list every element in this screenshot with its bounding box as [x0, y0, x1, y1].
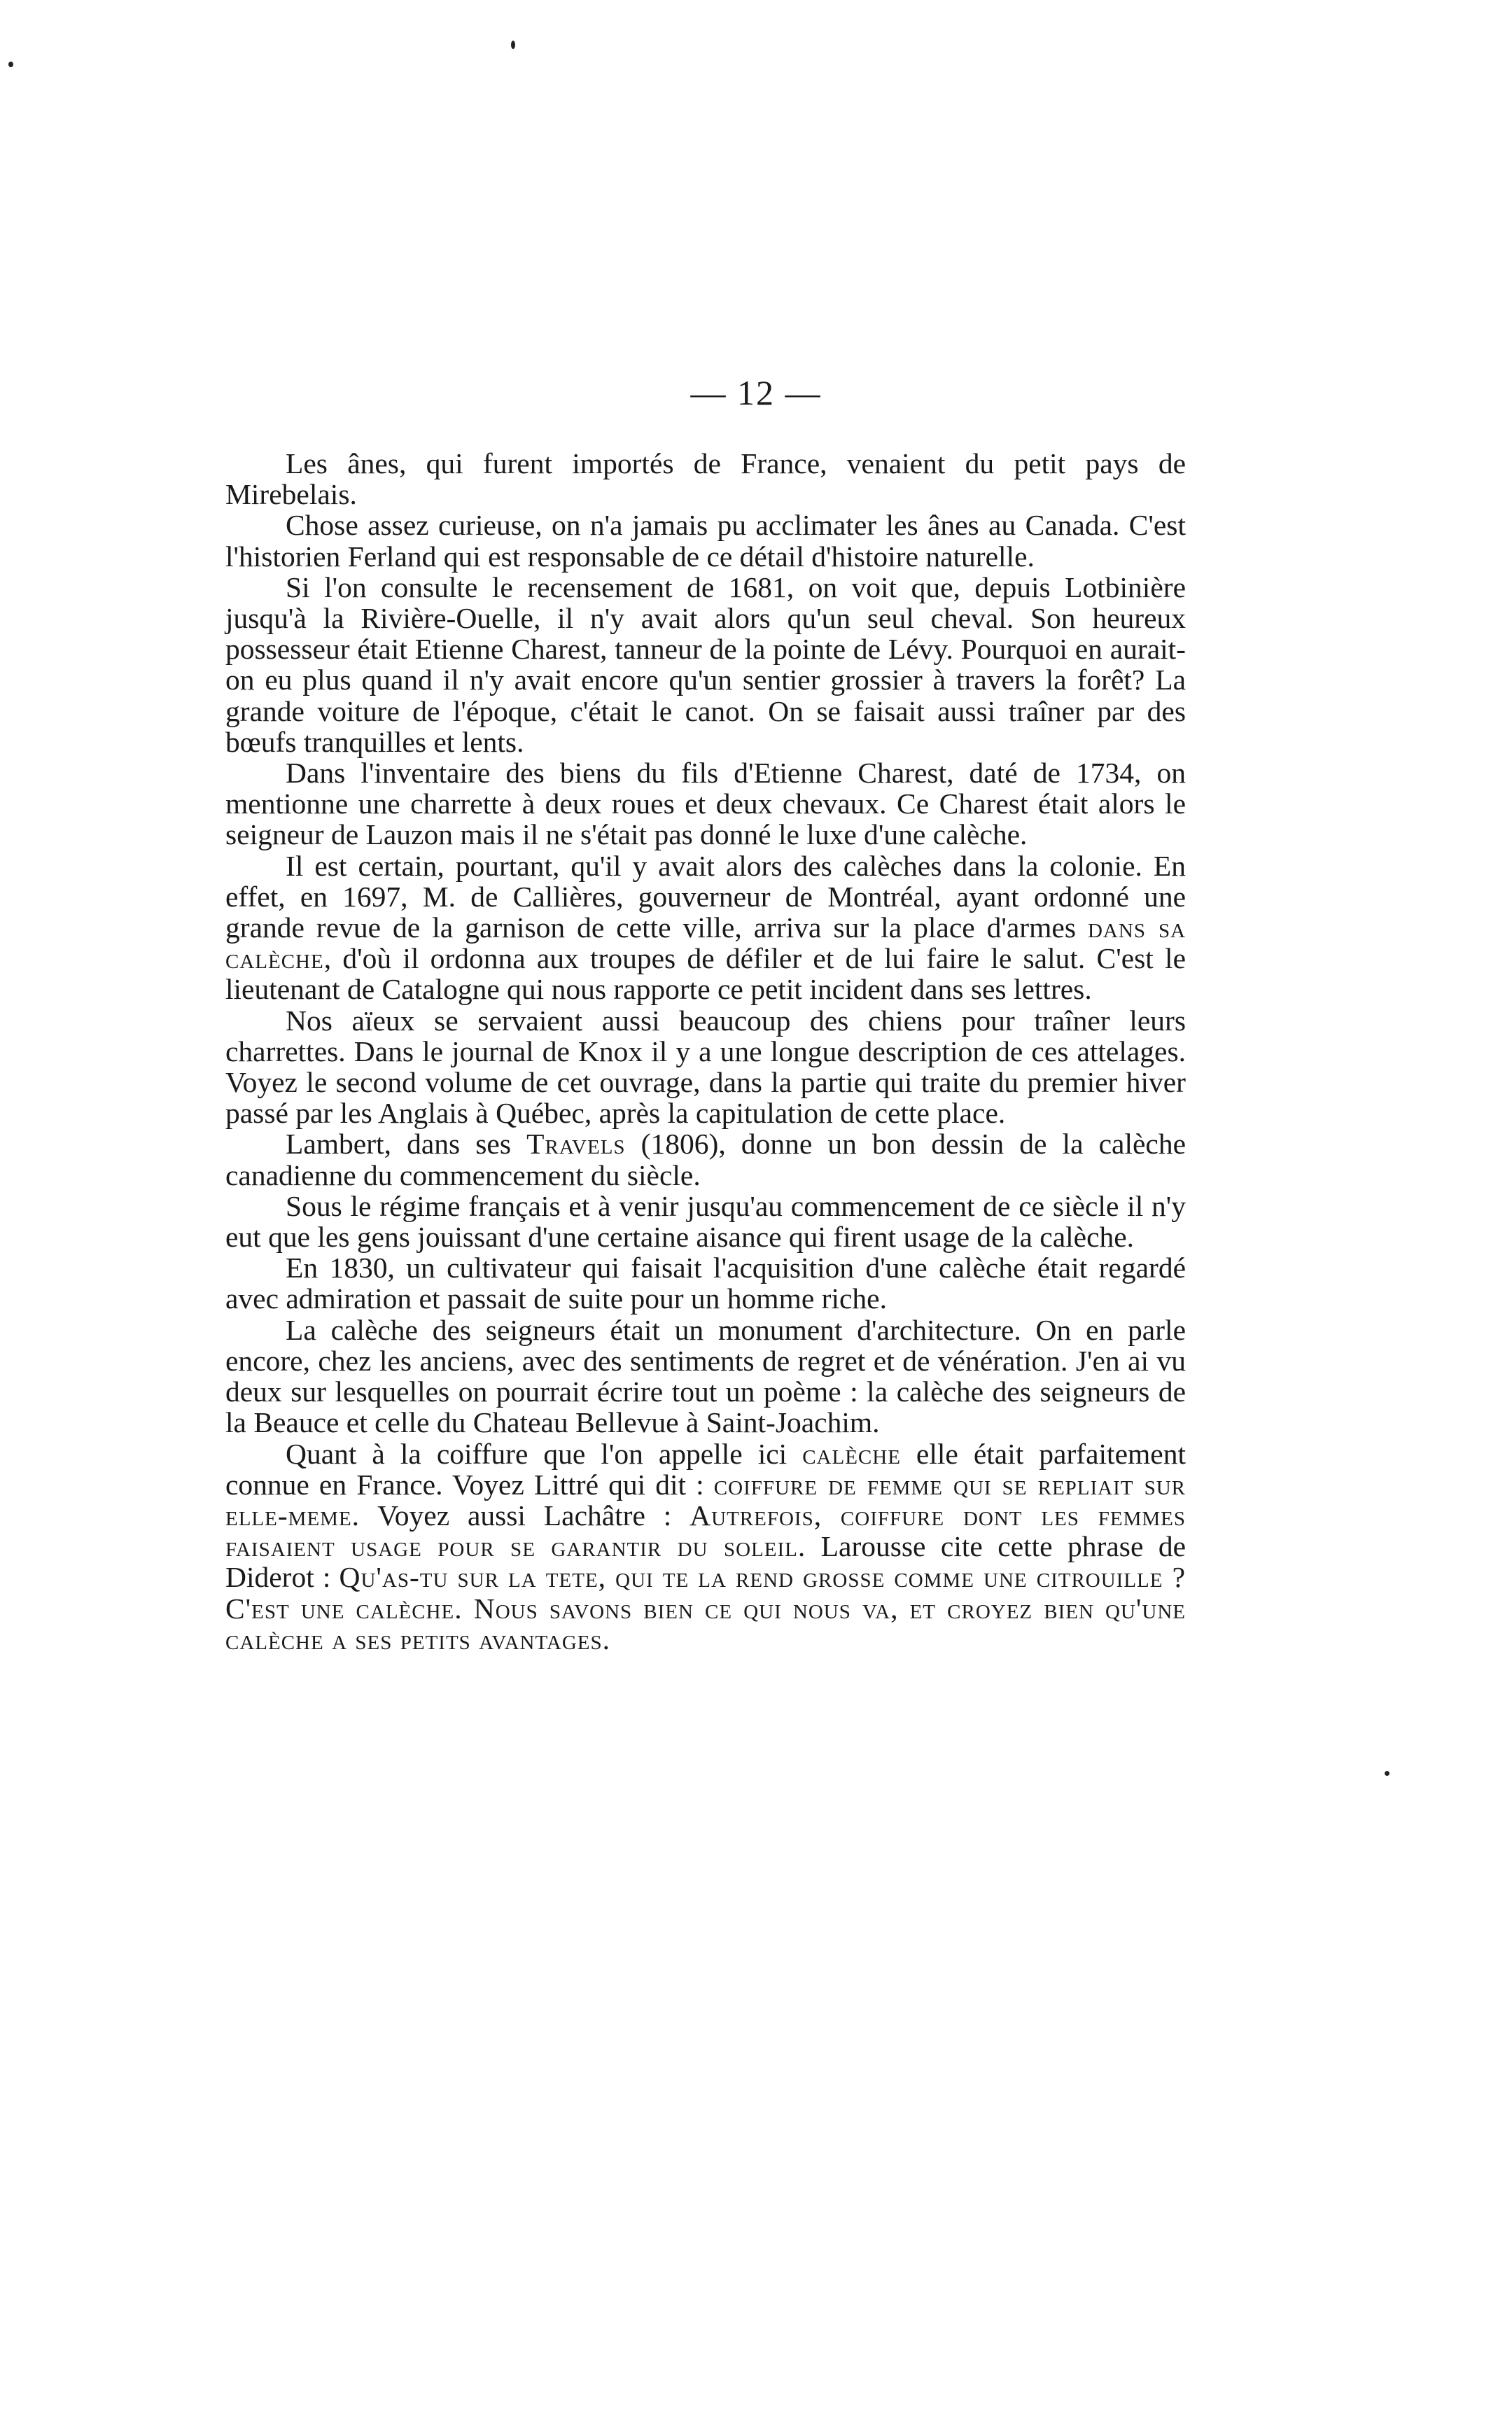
small-caps-text: coiffure de femme qui se repliait sur elle-meme. — [225, 1468, 1186, 1532]
paragraph — [225, 1438, 1186, 1655]
small-caps-text: calèche — [802, 1437, 901, 1470]
paragraph-text: Larousse cite cette phrase de Diderot : — [225, 1530, 1186, 1594]
paragraph-text: Quant à la coiffure que l'on appelle ici — [286, 1437, 788, 1470]
paragraph: La calèche des seigneurs était un monument d'architecture. On en parle encore, chez les anciens, avec des sentiments de regret et de vénération. J'en ai vu deux sur lesquelles on pourrait écrire tout un poème : la calèche des seigneurs de la Beauce et celle du Chateau Bellevue à Saint-Joachim. — [225, 1313, 1186, 1439]
paragraph — [225, 850, 1186, 1005]
paragraph: Dans l'inventaire des biens du fils d'Etienne Charest, daté de 1734, on mentionne une charrette à deux roues et deux chevaux. Ce Charest était alors le seigneur de Lauzon mais il ne s'était pas donné le luxe d'une calèche. — [225, 757, 1186, 851]
small-caps-text: Qu'as-tu sur la tete, qui te la rend grosse comme une citrouille ? C'est une calèche. Nous savons bien ce qui nous va, et croyez bien qu'une calèche a ses petits avantages. — [225, 1561, 1186, 1655]
paragraph: Chose assez curieuse, on n'a jamais pu acclimater les ânes au Canada. C'est l'historien Ferland qui est responsable de ce détail d'histoire naturelle. — [225, 509, 1186, 573]
ink-speck — [8, 62, 13, 67]
body-text — [225, 448, 1186, 1655]
paragraph-text: , d'où il ordonna aux troupes de défiler et de lui faire le salut. C'est le lieutenant de Catalogne qui nous rapporte ce petit incident dans ses lettres. — [225, 942, 1186, 1006]
paragraph: Nos aïeux se servaient aussi beaucoup des chiens pour traîner leurs charrettes. Dans le journal de Knox il y a une longue description de ces attelages. Voyez le second volume de cet ouvrage, dans la partie qui traite du premier hiver passé par les Anglais à Québec, après la capitulation de cette place. — [225, 1004, 1186, 1130]
paragraph-text: (1806), donne un bon dessin de la calèche canadienne du commencement du siècle. — [225, 1128, 1186, 1191]
ink-speck — [1385, 1771, 1390, 1776]
small-caps-text: Autrefois, coiffure dont les femmes faisaient usage pour se garantir du soleil. — [225, 1499, 1186, 1563]
paragraph-text: Lambert, dans ses — [286, 1128, 511, 1161]
paragraph: Si l'on consulte le recensement de 1681, on voit que, depuis Lotbinière jusqu'à la Rivière-Ouelle, il n'y avait alors qu'un seul cheval. Son heureux possesseur était Etienne Charest, tanneur de la pointe de Lévy. Pourquoi en aurait-on eu plus quand il n'y avait encore qu'un sentier grossier à travers la forêt? La grande voiture de l'époque, c'était le canot. On se faisait aussi traîner par des bœufs tranquilles et lents. — [225, 570, 1186, 758]
paragraph-text: elle était parfaitement connue en France. Voyez Littré qui dit : — [225, 1437, 1186, 1501]
paragraph: Sous le régime français et à venir jusqu'au commencement de ce siècle il n'y eut que les gens jouissant d'une certaine aisance qui firent usage de la calèche. — [225, 1189, 1186, 1254]
small-caps-text: Travels — [526, 1128, 626, 1161]
paragraph-text: Voyez aussi Lachâtre : — [360, 1499, 672, 1532]
paragraph: Les ânes, qui furent importés de France, venaient du petit pays de Mirebelais. — [225, 447, 1186, 511]
paragraph-text: Il est certain, pourtant, qu'il y avait alors des calèches dans la colonie. En effet, en 1697, M. de Callières, gouverneur de Montréal, ayant ordonné une grande revue de la garnison de cette ville, arriva sur la place d'armes — [225, 849, 1186, 944]
paragraph — [225, 1128, 1186, 1190]
small-caps-text: dans sa calèche — [225, 911, 1186, 975]
paragraph: En 1830, un cultivateur qui faisait l'acquisition d'une calèche était regardé avec admiration et passait de suite pour un homme riche. — [225, 1252, 1186, 1315]
ink-speck — [511, 41, 515, 49]
page-number: — 12 — — [690, 373, 822, 412]
